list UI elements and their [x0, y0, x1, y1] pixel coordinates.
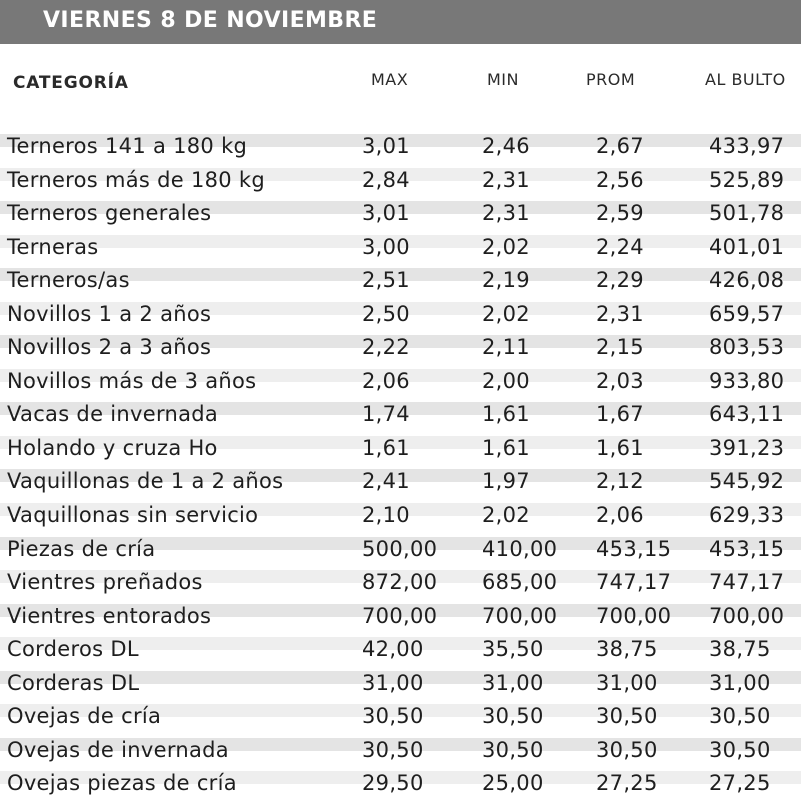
cell-min: 2,02 — [482, 503, 530, 528]
table-body — [0, 130, 801, 801]
cell-al-bulto: 31,00 — [709, 670, 771, 695]
cell-max: 3,00 — [362, 234, 410, 259]
table-row — [0, 633, 801, 667]
cell-category: Vientres entorados — [7, 603, 212, 628]
cell-prom: 2,24 — [596, 234, 644, 259]
cell-prom: 2,67 — [596, 134, 644, 158]
table-row — [0, 465, 801, 499]
cell-max: 2,22 — [362, 335, 410, 360]
cell-prom: 30,50 — [596, 704, 658, 729]
table-row — [0, 298, 801, 332]
cell-category: Piezas de cría — [7, 536, 156, 561]
cell-prom: 30,50 — [596, 737, 658, 762]
cell-max: 1,61 — [362, 435, 410, 460]
header-prom: PROM — [586, 70, 636, 89]
cell-min: 700,00 — [482, 603, 558, 628]
table-row — [0, 264, 801, 298]
cell-max: 2,06 — [362, 368, 410, 393]
cell-prom: 2,59 — [596, 201, 644, 226]
cell-min: 2,00 — [482, 368, 530, 393]
title-bar — [0, 0, 801, 44]
cell-al-bulto: 629,33 — [709, 503, 785, 528]
table-row — [0, 667, 801, 701]
cell-min: 2,46 — [482, 134, 530, 158]
cell-prom: 453,15 — [596, 536, 672, 561]
cell-al-bulto: 426,08 — [709, 268, 785, 293]
cell-min: 2,19 — [482, 268, 530, 293]
cell-max: 30,50 — [362, 704, 424, 729]
cell-category: Terneros generales — [7, 201, 212, 226]
cell-category: Vientres preñados — [7, 570, 203, 595]
cell-min: 685,00 — [482, 570, 558, 595]
table-row — [0, 432, 801, 466]
cell-min: 1,97 — [482, 469, 530, 494]
cell-max: 1,74 — [362, 402, 410, 427]
table-row — [0, 231, 801, 265]
page-title: VIERNES 8 DE NOVIEMBRE — [43, 8, 378, 33]
cell-al-bulto: 401,01 — [709, 234, 785, 259]
cell-prom: 2,56 — [596, 167, 644, 192]
cell-max: 500,00 — [362, 536, 438, 561]
table-row — [0, 700, 801, 734]
table-row — [0, 767, 801, 801]
cell-al-bulto: 643,11 — [709, 402, 785, 427]
cell-category: Corderos DL — [7, 637, 139, 662]
cell-al-bulto: 453,15 — [709, 536, 785, 561]
cell-prom: 27,25 — [596, 771, 658, 796]
cell-category: Vacas de invernada — [7, 402, 219, 427]
cell-category: Holando y cruza Ho — [7, 435, 218, 460]
cell-prom: 1,61 — [596, 435, 644, 460]
cell-al-bulto: 391,23 — [709, 435, 785, 460]
cell-prom: 2,31 — [596, 301, 644, 326]
cell-max: 31,00 — [362, 670, 424, 695]
cell-category: Novillos 2 a 3 años — [7, 335, 212, 360]
table-row — [0, 331, 801, 365]
table-row — [0, 533, 801, 567]
table-row — [0, 164, 801, 198]
cell-al-bulto: 38,75 — [709, 637, 771, 662]
cell-al-bulto: 27,25 — [709, 771, 771, 796]
cell-prom: 2,12 — [596, 469, 644, 494]
table-row — [0, 499, 801, 533]
header-al-bulto: AL BULTO — [705, 70, 786, 89]
cell-max: 872,00 — [362, 570, 438, 595]
cell-prom: 747,17 — [596, 570, 672, 595]
cell-category: Terneros más de 180 kg — [7, 167, 266, 192]
cell-prom: 1,67 — [596, 402, 644, 427]
table-row — [0, 197, 801, 231]
cell-category: Terneros 141 a 180 kg — [7, 134, 248, 158]
cell-category: Terneras — [7, 234, 99, 259]
cell-category: Terneros/as — [7, 268, 130, 293]
cell-min: 2,02 — [482, 234, 530, 259]
cell-al-bulto: 747,17 — [709, 570, 785, 595]
cell-min: 30,50 — [482, 737, 544, 762]
cell-max: 42,00 — [362, 637, 424, 662]
cell-prom: 2,06 — [596, 503, 644, 528]
cell-min: 2,31 — [482, 201, 530, 226]
cell-min: 1,61 — [482, 435, 530, 460]
cell-category: Ovejas de invernada — [7, 737, 229, 762]
header-max: MAX — [371, 70, 409, 89]
cell-prom: 2,15 — [596, 335, 644, 360]
cell-prom: 38,75 — [596, 637, 658, 662]
cell-al-bulto: 700,00 — [709, 603, 785, 628]
header-min: MIN — [487, 70, 519, 89]
cell-min: 2,31 — [482, 167, 530, 192]
cell-min: 1,61 — [482, 402, 530, 427]
cell-min: 31,00 — [482, 670, 544, 695]
cell-al-bulto: 659,57 — [709, 301, 785, 326]
cell-max: 3,01 — [362, 201, 410, 226]
cell-al-bulto: 30,50 — [709, 704, 771, 729]
cell-prom: 2,29 — [596, 268, 644, 293]
cell-prom: 2,03 — [596, 368, 644, 393]
table-row — [0, 600, 801, 634]
header-category: CATEGORÍA — [13, 73, 129, 93]
cell-max: 3,01 — [362, 134, 410, 158]
cell-min: 30,50 — [482, 704, 544, 729]
cell-category: Vaquillonas de 1 a 2 años — [7, 469, 284, 494]
cell-category: Ovejas piezas de cría — [7, 771, 237, 796]
cell-max: 30,50 — [362, 737, 424, 762]
cell-prom: 700,00 — [596, 603, 672, 628]
cell-al-bulto: 933,80 — [709, 368, 785, 393]
cell-category: Novillos más de 3 años — [7, 368, 257, 393]
cell-min: 25,00 — [482, 771, 544, 796]
cell-max: 2,10 — [362, 503, 410, 528]
cell-max: 2,51 — [362, 268, 410, 293]
cell-min: 2,11 — [482, 335, 530, 360]
cell-min: 410,00 — [482, 536, 558, 561]
table-row — [0, 365, 801, 399]
cell-max: 700,00 — [362, 603, 438, 628]
cell-al-bulto: 501,78 — [709, 201, 785, 226]
cell-min: 2,02 — [482, 301, 530, 326]
cell-category: Novillos 1 a 2 años — [7, 301, 212, 326]
cell-al-bulto: 803,53 — [709, 335, 785, 360]
table-row — [0, 398, 801, 432]
cell-prom: 31,00 — [596, 670, 658, 695]
cell-category: Corderas DL — [7, 670, 140, 695]
table-row — [0, 130, 801, 164]
cell-al-bulto: 30,50 — [709, 737, 771, 762]
cell-category: Ovejas de cría — [7, 704, 162, 729]
cell-max: 29,50 — [362, 771, 424, 796]
cell-al-bulto: 545,92 — [709, 469, 785, 494]
cell-max: 2,50 — [362, 301, 410, 326]
cell-max: 2,41 — [362, 469, 410, 494]
table-row — [0, 734, 801, 768]
cell-al-bulto: 525,89 — [709, 167, 785, 192]
cell-al-bulto: 433,97 — [709, 134, 785, 158]
cell-category: Vaquillonas sin servicio — [7, 503, 259, 528]
cell-min: 35,50 — [482, 637, 544, 662]
cell-max: 2,84 — [362, 167, 410, 192]
table-row — [0, 566, 801, 600]
